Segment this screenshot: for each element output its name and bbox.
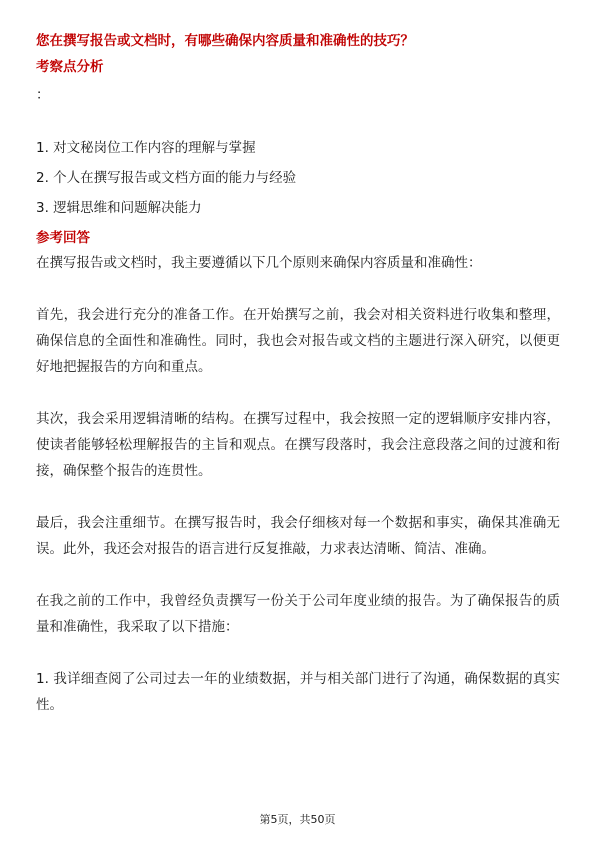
analysis-item: 2. 个人在撰写报告或文档方面的能力与经验 xyxy=(36,170,297,186)
page-content xyxy=(36,31,560,718)
analysis-list xyxy=(36,138,560,218)
answer-paragraph: 首先，我会进行充分的准备工作。在开始撰写之前，我会对相关资料进行收集和整理，确保信息的全面性和准确性。同时，我也会对报告或文档的主题进行深入研究，以便更好地把握报告的方向和重点。 xyxy=(36,307,560,375)
analysis-colon: ： xyxy=(36,87,50,103)
page-number: 第5页，共50页 xyxy=(259,813,336,826)
answer-paragraph: 最后，我会注重细节。在撰写报告时，我会仔细核对每一个数据和事实，确保其准确无误。此外，我还会对报告的语言进行反复推敲，力求表达清晰、简洁、准确。 xyxy=(36,515,560,557)
answer-paragraph: 其次，我会采用逻辑清晰的结构。在撰写过程中，我会按照一定的逻辑顺序安排内容，使读者能够轻松理解报告的主旨和观点。在撰写段落时，我会注意段落之间的过渡和衔接，确保整个报告的连贯性。 xyxy=(36,411,560,479)
answer-paragraph: 在撰写报告或文档时，我主要遵循以下几个原则来确保内容质量和准确性： xyxy=(36,255,482,271)
answer-paragraph: 在我之前的工作中，我曾经负责撰写一份关于公司年度业绩的报告。为了确保报告的质量和准确性，我采取了以下措施： xyxy=(36,593,560,635)
analysis-item: 3. 逻辑思维和问题解决能力 xyxy=(36,200,202,216)
answer-title: 参考回答 xyxy=(36,230,90,246)
analysis-item: 1. 对文秘岗位工作内容的理解与掌握 xyxy=(36,140,256,156)
question-heading: 您在撰写报告或文档时，有哪些确保内容质量和准确性的技巧？ xyxy=(36,33,414,49)
answer-paragraph: 1. 我详细查阅了公司过去一年的业绩数据，并与相关部门进行了沟通，确保数据的真实性。 xyxy=(36,671,560,713)
analysis-title: 考察点分析 xyxy=(36,59,104,75)
